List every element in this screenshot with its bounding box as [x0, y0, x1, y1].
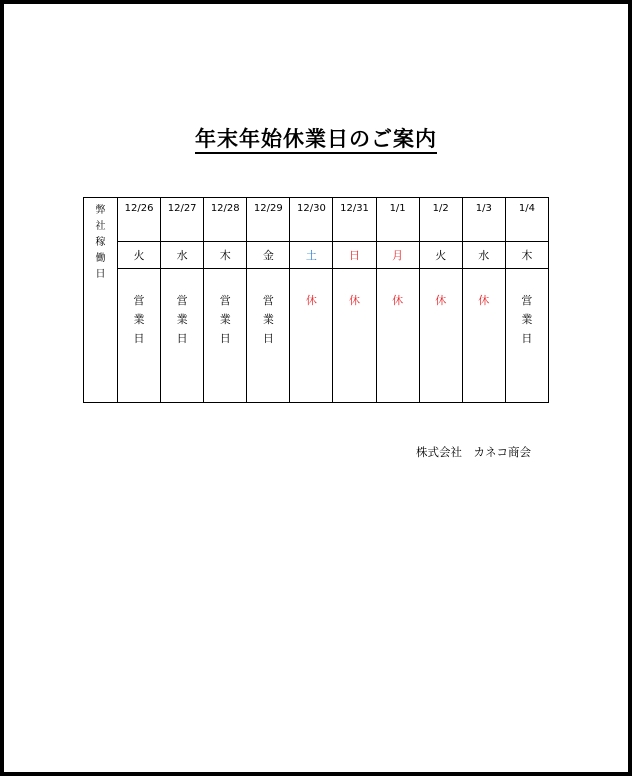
- status-cell: [419, 269, 462, 403]
- status-cell: [247, 269, 290, 403]
- row-header-char: 稼: [95, 237, 106, 248]
- weekday-cell: 土: [290, 242, 333, 269]
- status-char: 日: [262, 332, 274, 345]
- status-text: [377, 291, 419, 310]
- status-char: 営: [219, 294, 231, 307]
- status-text: [463, 291, 505, 310]
- status-char: 休: [349, 294, 361, 307]
- status-char: 日: [219, 332, 231, 345]
- weekday-row: [84, 242, 549, 269]
- status-char: 休: [305, 294, 317, 307]
- status-text: [161, 291, 203, 348]
- status-cell: [118, 269, 161, 403]
- status-char: 営: [133, 294, 145, 307]
- status-char: 業: [219, 313, 231, 326]
- weekday-cell: 月: [376, 242, 419, 269]
- status-char: 業: [521, 313, 533, 326]
- status-text: [333, 291, 375, 310]
- weekday-cell: 日: [333, 242, 376, 269]
- status-char: 営: [521, 294, 533, 307]
- status-text: [118, 291, 160, 348]
- date-cell: 12/26: [118, 198, 161, 242]
- row-header-cell: [84, 198, 118, 403]
- date-cell: 12/31: [333, 198, 376, 242]
- status-cell: [290, 269, 333, 403]
- date-cell: 1/3: [462, 198, 505, 242]
- status-char: 休: [435, 294, 447, 307]
- status-text: [290, 291, 332, 310]
- status-text: [204, 291, 246, 348]
- status-text: [247, 291, 289, 348]
- status-text: [420, 291, 462, 310]
- status-cell: [333, 269, 376, 403]
- weekday-cell: 火: [419, 242, 462, 269]
- status-char: 休: [478, 294, 490, 307]
- status-char: 休: [392, 294, 404, 307]
- status-cell: [376, 269, 419, 403]
- status-char: 日: [176, 332, 188, 345]
- date-cell: 12/29: [247, 198, 290, 242]
- weekday-cell: 金: [247, 242, 290, 269]
- weekday-cell: 火: [118, 242, 161, 269]
- weekday-cell: 木: [204, 242, 247, 269]
- date-cell: 12/27: [161, 198, 204, 242]
- row-header-label: [84, 203, 117, 283]
- date-row: [84, 198, 549, 242]
- status-cell: [462, 269, 505, 403]
- status-row: [84, 269, 549, 403]
- holiday-schedule-table: [83, 197, 549, 403]
- status-char: 業: [176, 313, 188, 326]
- status-char: 日: [521, 332, 533, 345]
- date-cell: 12/30: [290, 198, 333, 242]
- status-cell: [505, 269, 548, 403]
- date-cell: 1/2: [419, 198, 462, 242]
- status-char: 業: [133, 313, 145, 326]
- date-cell: 12/28: [204, 198, 247, 242]
- weekday-cell: 水: [462, 242, 505, 269]
- status-cell: [204, 269, 247, 403]
- row-header-char: 日: [95, 269, 106, 280]
- company-name: 株式会社 カネコ商会: [416, 445, 531, 459]
- row-header-char: 働: [95, 253, 106, 264]
- status-cell: [161, 269, 204, 403]
- status-char: 営: [262, 294, 274, 307]
- status-char: 営: [176, 294, 188, 307]
- status-char: 業: [262, 313, 274, 326]
- date-cell: 1/4: [505, 198, 548, 242]
- weekday-cell: 水: [161, 242, 204, 269]
- status-char: 日: [133, 332, 145, 345]
- title-text: 年末年始休業日のご案内: [195, 127, 437, 154]
- page-title: [0, 123, 632, 153]
- row-header-char: 社: [95, 221, 106, 232]
- weekday-cell: 木: [505, 242, 548, 269]
- date-cell: 1/1: [376, 198, 419, 242]
- row-header-char: 弊: [95, 205, 106, 216]
- status-text: [506, 291, 548, 348]
